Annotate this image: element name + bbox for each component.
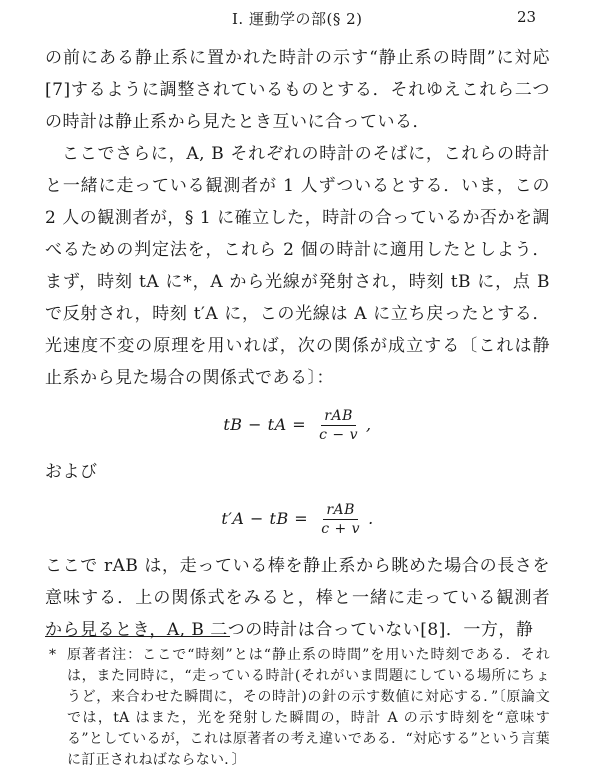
running-title: I. 運動学の部(§ 2) <box>232 10 363 28</box>
paragraph-2: ここでさらに，A, B それぞれの時計のそばに，これらの時計と一緒に走っている観測者が 1 人ずついるとする．いま，この 2 人の観測者が，§ 1 に確立した，時計の合っているか否かを調べるための判定法を，これら 2 個の時計に適用したとしよう．まず，時刻 tA に*，A から光線が発射され，時刻 tB に，点 B で反射され，時刻 t′A に，この光線は A に立ち戻ったとする．光速度不変の原理を用いれば，次の関係が成立する〔これは静止系から見た場合の関係式である〕： <box>45 144 550 388</box>
footnote-mark: * <box>49 647 57 663</box>
equation-1-numerator: rAB <box>321 407 356 426</box>
paragraph-1: の前にある静止系に置かれた時計の示す“静止系の時間”に対応[7]するように調整されているものとする．それゆえこれら二つの時計は静止系から見たとき互いに合っている． <box>45 48 550 132</box>
equation-2 <box>45 492 550 546</box>
equation-1-denominator: c − v <box>319 426 359 443</box>
equation-2-lhs: t′A − tB = <box>221 509 309 528</box>
paragraph-3: ここで rAB は，走っている棒を静止系から眺めた場合の長さを意味する．上の関係式をみると，棒と一緒に走っている観測者から見るとき，A, B 二つの時計は合っていない[8]．一方，静 <box>45 556 550 640</box>
equation-1-fraction <box>316 407 361 444</box>
page-header <box>0 8 598 30</box>
footnote <box>45 645 550 771</box>
oyobi-text: および <box>45 462 98 482</box>
equation-1 <box>45 398 550 452</box>
footnote-text: 原著者注：ここで“時刻”とは“静止系の時間”を用いた時刻である．それは，また同時に，“走っている時計(それがいま問題にしている場所にちょうど，来合わせた瞬間に，その時計)の針の示す数値に対応する．”〔原論文では，tA はまた，光を発射した瞬間の，時計 A の示す時刻を“意味する”としているが，これは原著者の考え違いである．“対応する”という言葉に訂正されねばならない．〕 <box>67 647 550 768</box>
equation-1-lhs: tB − tA = <box>223 415 307 434</box>
equation-1-punct: , <box>366 415 372 434</box>
page-number: 23 <box>517 8 537 26</box>
footnote-divider <box>45 636 230 637</box>
equation-2-punct: . <box>368 509 374 528</box>
equation-2-fraction <box>318 501 363 538</box>
equation-2-numerator: rAB <box>323 501 358 520</box>
equation-2-denominator: c + v <box>321 520 361 537</box>
main-text <box>45 42 550 646</box>
